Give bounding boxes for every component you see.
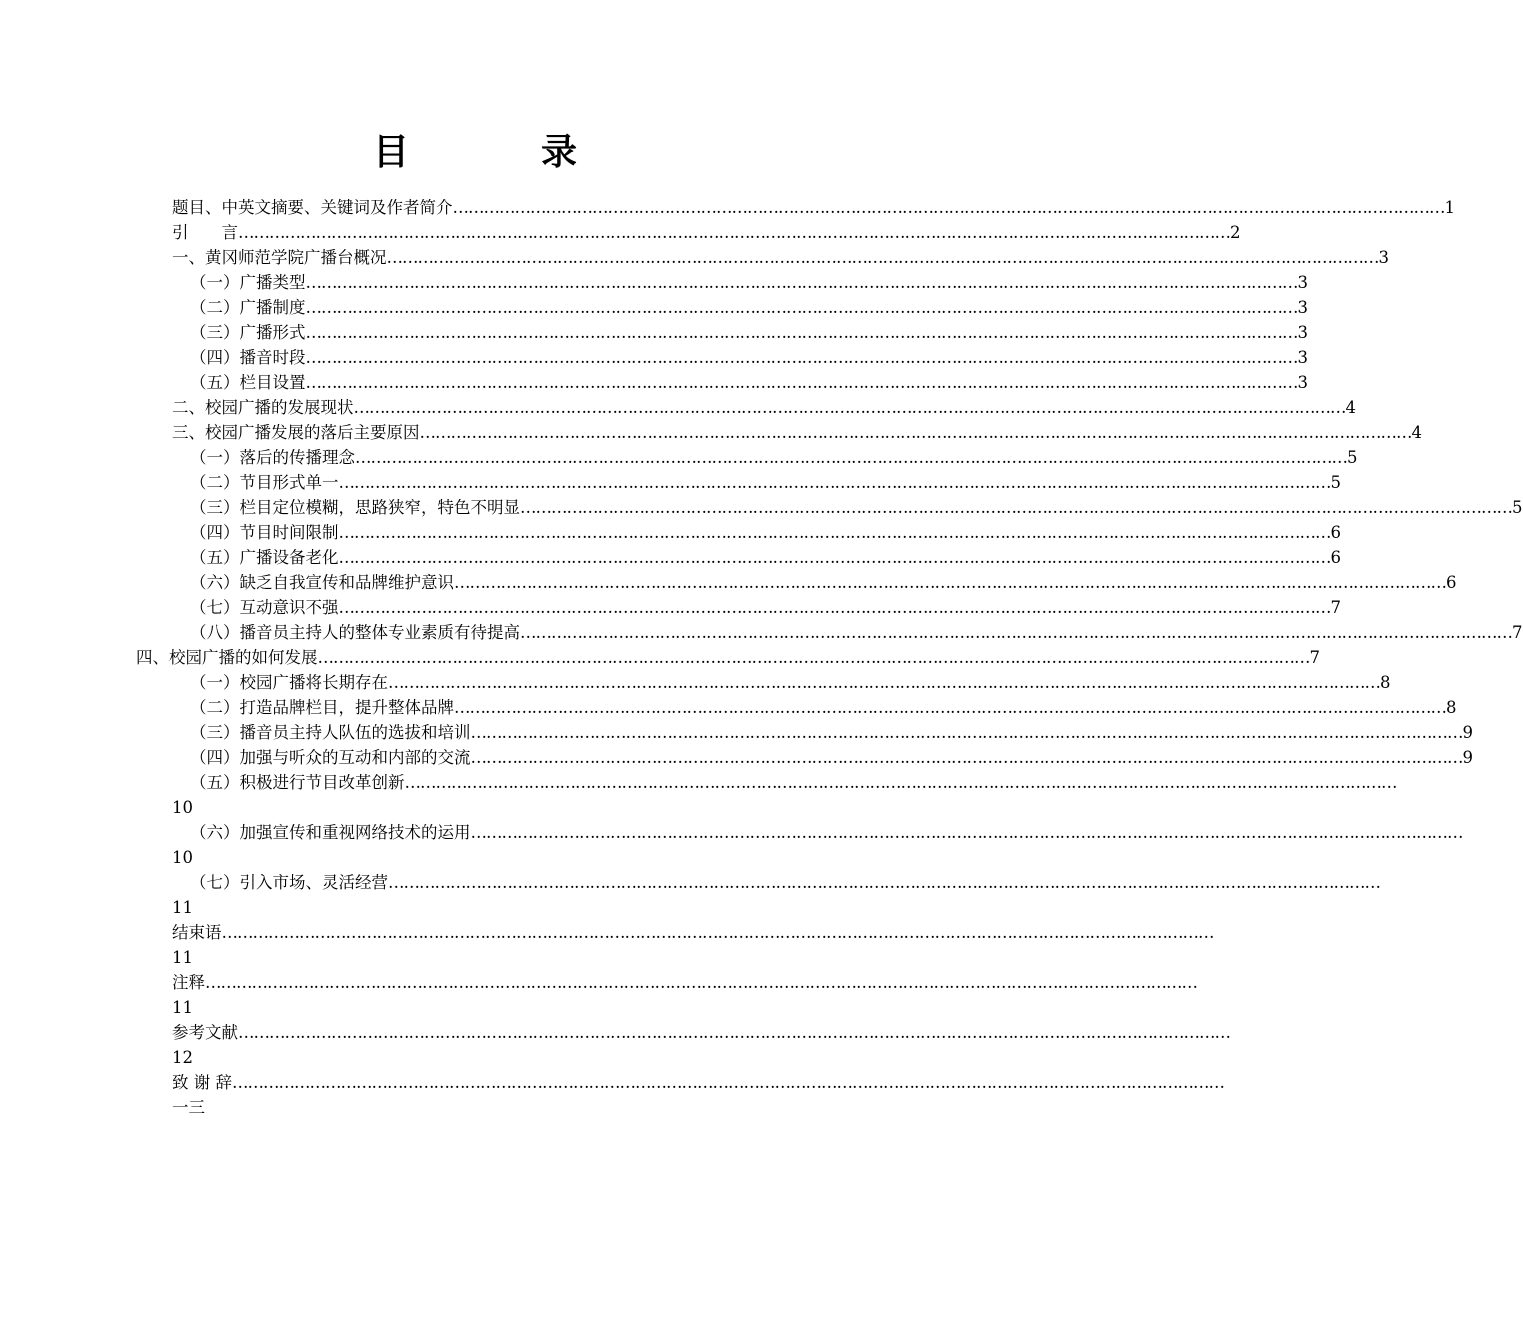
toc-entry-label: 四、校园广播的如何发展 bbox=[136, 648, 318, 667]
toc-entry[interactable] bbox=[190, 746, 1473, 770]
toc-entry-page: 一三 bbox=[172, 1098, 205, 1117]
toc-entry-page: 11 bbox=[172, 898, 193, 917]
toc-entry-label: （二）打造品牌栏目，提升整体品牌 bbox=[190, 698, 454, 717]
toc-entry-page: 1 bbox=[1444, 198, 1455, 217]
toc-entry-page: 11 bbox=[172, 948, 193, 967]
dot-leader: ………………………………………………………………………………………………………………………………………………………………………… bbox=[205, 973, 1197, 992]
toc-entry-page: 7 bbox=[1512, 623, 1523, 642]
toc-entry-label: （四）播音时段 bbox=[190, 348, 306, 367]
toc-entry[interactable] bbox=[172, 921, 1214, 945]
toc-entry-label: （一）广播类型 bbox=[190, 273, 306, 292]
toc-entry-label: （五）栏目设置 bbox=[190, 373, 306, 392]
toc-entry[interactable] bbox=[190, 271, 1308, 295]
toc-entry[interactable] bbox=[190, 496, 1523, 520]
dot-leader: ………………………………………………………………………………………………………………………………………………………………………… bbox=[353, 398, 1346, 417]
toc-entry-label: 二、校园广播的发展现状 bbox=[172, 398, 354, 417]
toc-entry[interactable] bbox=[190, 571, 1457, 595]
toc-entry-page: 3 bbox=[1297, 323, 1308, 342]
dot-leader: ………………………………………………………………………………………………………………………………………………………………………… bbox=[452, 198, 1445, 217]
toc-entry-label: 一、黄冈师范学院广播台概况 bbox=[172, 248, 387, 267]
toc-entry-label: 结束语 bbox=[172, 923, 222, 942]
toc-entry-label: （二）广播制度 bbox=[190, 298, 306, 317]
toc-entry[interactable] bbox=[172, 1071, 1224, 1095]
dot-leader: ………………………………………………………………………………………………………………………………………………………………………… bbox=[338, 473, 1331, 492]
dot-leader: ………………………………………………………………………………………………………………………………………………………………………… bbox=[454, 573, 1446, 592]
toc-entry[interactable] bbox=[190, 446, 1358, 470]
toc-entry-label: （五）积极进行节目改革创新 bbox=[190, 773, 405, 792]
toc-entry[interactable] bbox=[172, 421, 1422, 445]
dot-leader: ………………………………………………………………………………………………………………………………………………………………………… bbox=[238, 1023, 1230, 1042]
toc-entry[interactable] bbox=[172, 396, 1356, 420]
toc-entry-page: 6 bbox=[1330, 548, 1341, 567]
toc-entry[interactable] bbox=[190, 521, 1341, 545]
dot-leader: ………………………………………………………………………………………………………………………………………………………………………… bbox=[305, 373, 1298, 392]
dot-leader: ………………………………………………………………………………………………………………………………………………………………………… bbox=[520, 623, 1512, 642]
toc-entry[interactable] bbox=[172, 971, 1197, 995]
toc-entry[interactable] bbox=[190, 546, 1341, 570]
toc-entry[interactable] bbox=[190, 871, 1380, 895]
toc-entry-page: 3 bbox=[1378, 248, 1389, 267]
toc-title: 目 录 bbox=[372, 131, 625, 173]
toc-entry[interactable] bbox=[190, 821, 1463, 845]
dot-leader: ………………………………………………………………………………………………………………………………………………………………………… bbox=[305, 323, 1298, 342]
toc-entry-page: 10 bbox=[172, 848, 193, 867]
toc-entry[interactable] bbox=[190, 296, 1308, 320]
toc-entry[interactable] bbox=[172, 221, 1241, 245]
toc-entry[interactable] bbox=[190, 471, 1341, 495]
dot-leader: ………………………………………………………………………………………………………………………………………………………………………… bbox=[355, 448, 1347, 467]
toc-entry[interactable] bbox=[190, 596, 1341, 620]
toc-entry[interactable] bbox=[190, 321, 1308, 345]
toc-entry-page: 5 bbox=[1330, 473, 1341, 492]
dot-leader: ………………………………………………………………………………………………………………………………………………………………………… bbox=[388, 873, 1380, 892]
toc-entry-label: （一）校园广播将长期存在 bbox=[190, 673, 388, 692]
toc-entry-label: 参考文献 bbox=[172, 1023, 238, 1042]
toc-entry-label: （六）缺乏自我宣传和品牌维护意识 bbox=[190, 573, 454, 592]
dot-leader: ………………………………………………………………………………………………………………………………………………………………………… bbox=[338, 598, 1331, 617]
dot-leader: ………………………………………………………………………………………………………………………………………………………………………… bbox=[232, 1073, 1224, 1092]
toc-entry-page: 3 bbox=[1297, 348, 1308, 367]
toc-entry-label: （四）节目时间限制 bbox=[190, 523, 339, 542]
dot-leader: ………………………………………………………………………………………………………………………………………………………………………… bbox=[470, 823, 1463, 842]
toc-entry-label: （三）栏目定位模糊，思路狭窄，特色不明显 bbox=[190, 498, 520, 517]
dot-leader: ………………………………………………………………………………………………………………………………………………………………………… bbox=[238, 223, 1230, 242]
toc-entry-page: 4 bbox=[1345, 398, 1356, 417]
toc-entry[interactable] bbox=[136, 646, 1320, 670]
toc-entry-page: 10 bbox=[172, 798, 193, 817]
toc-entry-label: （五）广播设备老化 bbox=[190, 548, 339, 567]
toc-entry[interactable] bbox=[190, 346, 1308, 370]
toc-entry-label: 题目、中英文摘要、关键词及作者简介 bbox=[172, 198, 453, 217]
toc-entry-label: （八）播音员主持人的整体专业素质有待提高 bbox=[190, 623, 520, 642]
toc-entry-label: （二）节目形式单一 bbox=[190, 473, 339, 492]
toc-entry-label: 三、校园广播发展的落后主要原因 bbox=[172, 423, 420, 442]
toc-entry-label: 致 谢 辞 bbox=[172, 1073, 232, 1092]
dot-leader: ………………………………………………………………………………………………………………………………………………………………………… bbox=[454, 698, 1446, 717]
dot-leader: ………………………………………………………………………………………………………………………………………………………………………… bbox=[338, 548, 1331, 567]
toc-entry-page: 6 bbox=[1446, 573, 1457, 592]
toc-entry-page: 2 bbox=[1230, 223, 1241, 242]
toc-entry-label: （六）加强宣传和重视网络技术的运用 bbox=[190, 823, 471, 842]
dot-leader: ………………………………………………………………………………………………………………………………………………………………………… bbox=[305, 273, 1298, 292]
dot-leader: ………………………………………………………………………………………………………………………………………………………………………… bbox=[520, 498, 1512, 517]
dot-leader: ………………………………………………………………………………………………………………………………………………………………………… bbox=[386, 248, 1379, 267]
toc-entry-page: 4 bbox=[1411, 423, 1422, 442]
toc-entry[interactable] bbox=[190, 721, 1473, 745]
toc-entry-page: 11 bbox=[172, 998, 193, 1017]
dot-leader: ………………………………………………………………………………………………………………………………………………………………………… bbox=[470, 723, 1463, 742]
toc-entry-label: （四）加强与听众的互动和内部的交流 bbox=[190, 748, 471, 767]
toc-entry[interactable] bbox=[172, 246, 1389, 270]
toc-entry[interactable] bbox=[190, 371, 1308, 395]
toc-entry-label: （三）广播形式 bbox=[190, 323, 306, 342]
dot-leader: ………………………………………………………………………………………………………………………………………………………………………… bbox=[404, 773, 1397, 792]
toc-entry-label: （一）落后的传播理念 bbox=[190, 448, 355, 467]
toc-entry-page: 3 bbox=[1297, 273, 1308, 292]
toc-entry[interactable] bbox=[190, 771, 1397, 795]
toc-entry-page: 12 bbox=[172, 1048, 193, 1067]
toc-entry-page: 8 bbox=[1446, 698, 1457, 717]
toc-entry-page: 5 bbox=[1512, 498, 1523, 517]
dot-leader: ………………………………………………………………………………………………………………………………………………………………………… bbox=[221, 923, 1214, 942]
toc-entry-page: 5 bbox=[1347, 448, 1358, 467]
toc-entry-label: 引 言 bbox=[172, 223, 238, 242]
dot-leader: ………………………………………………………………………………………………………………………………………………………………………… bbox=[419, 423, 1412, 442]
toc-entry-page: 7 bbox=[1330, 598, 1341, 617]
toc-entry[interactable] bbox=[190, 621, 1523, 645]
dot-leader: ………………………………………………………………………………………………………………………………………………………………………… bbox=[388, 673, 1380, 692]
dot-leader: ………………………………………………………………………………………………………………………………………………………………………… bbox=[338, 523, 1331, 542]
toc-entry-label: （七）互动意识不强 bbox=[190, 598, 339, 617]
toc-entry[interactable] bbox=[190, 696, 1457, 720]
dot-leader: ………………………………………………………………………………………………………………………………………………………………………… bbox=[305, 348, 1298, 367]
toc-entry[interactable] bbox=[172, 196, 1455, 220]
toc-entry[interactable] bbox=[172, 1021, 1230, 1045]
toc-entry-page: 7 bbox=[1309, 648, 1320, 667]
toc-entry-page: 8 bbox=[1380, 673, 1391, 692]
toc-entry-page: 3 bbox=[1297, 298, 1308, 317]
toc-entry-page: 3 bbox=[1297, 373, 1308, 392]
dot-leader: ………………………………………………………………………………………………………………………………………………………………………… bbox=[470, 748, 1463, 767]
toc-entry-label: 注释 bbox=[172, 973, 205, 992]
toc-entry[interactable] bbox=[190, 671, 1391, 695]
dot-leader: ………………………………………………………………………………………………………………………………………………………………………… bbox=[305, 298, 1298, 317]
dot-leader: ………………………………………………………………………………………………………………………………………………………………………… bbox=[317, 648, 1310, 667]
toc-entry-page: 9 bbox=[1462, 723, 1473, 742]
toc-entry-label: （七）引入市场、灵活经营 bbox=[190, 873, 388, 892]
toc-entry-page: 9 bbox=[1462, 748, 1473, 767]
toc-entry-page: 6 bbox=[1330, 523, 1341, 542]
toc-entry-label: （三）播音员主持人队伍的选拔和培训 bbox=[190, 723, 471, 742]
